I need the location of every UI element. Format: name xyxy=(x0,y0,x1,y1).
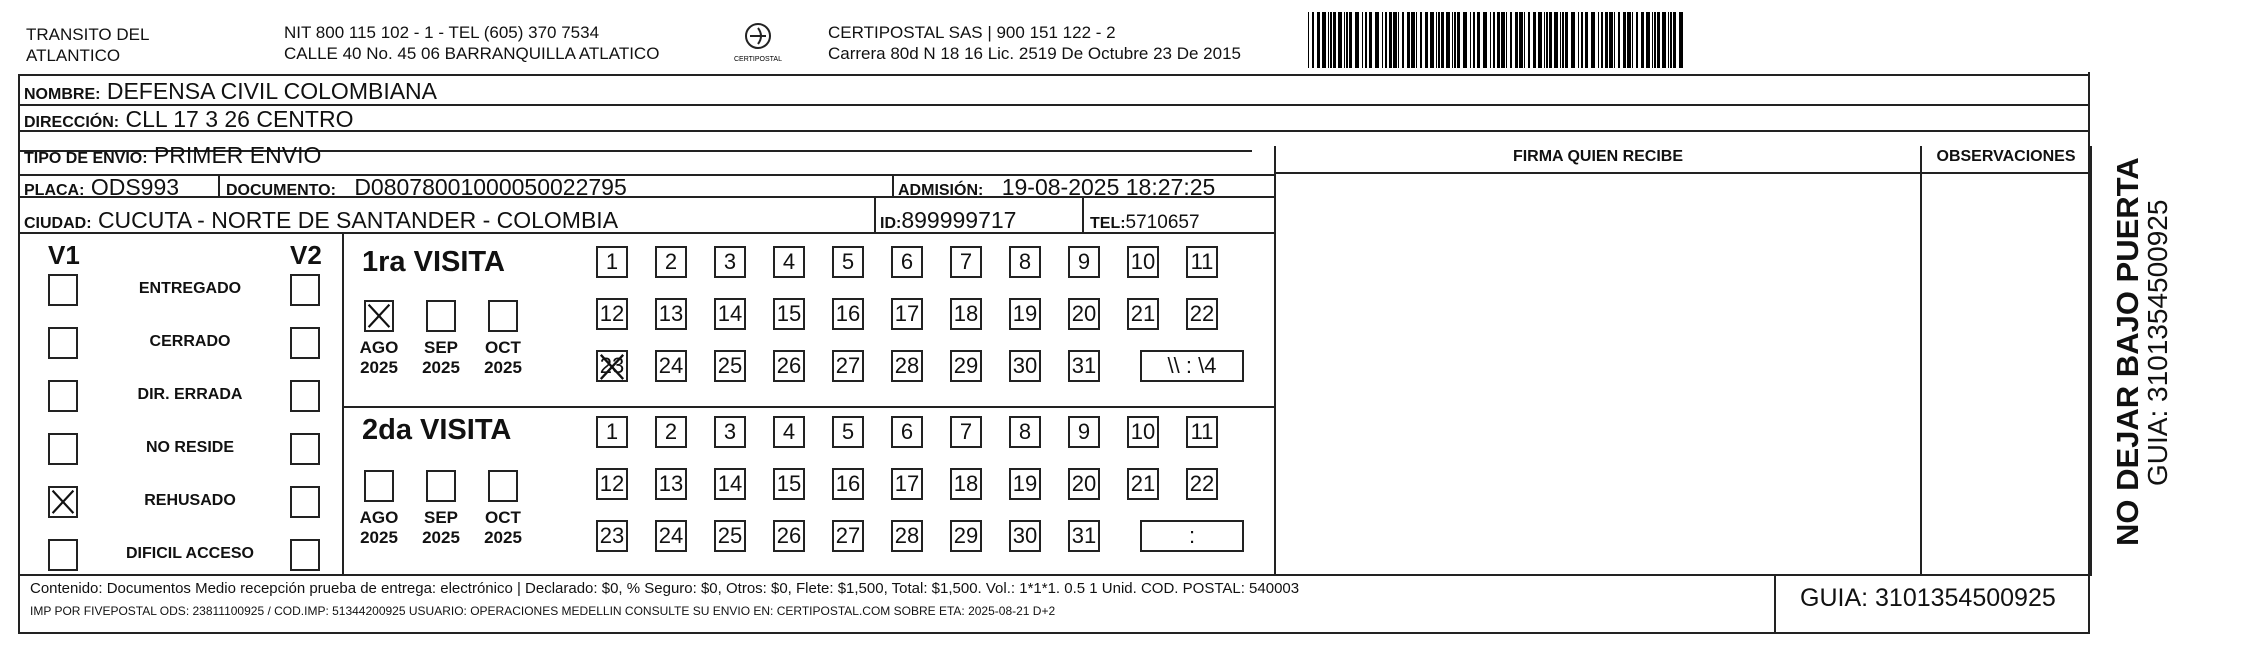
tipo-label: TIPO DE ENVIO: xyxy=(24,150,148,167)
barcode-bar xyxy=(1571,12,1575,68)
admision-field xyxy=(898,174,1215,201)
barcode-bar xyxy=(1538,12,1542,68)
barcode-bar xyxy=(1328,12,1329,68)
day-box[interactable]: 26 xyxy=(773,350,805,382)
barcode-bar xyxy=(1338,12,1342,68)
firma-signature-area[interactable] xyxy=(1276,174,1920,574)
month-checkbox[interactable] xyxy=(426,300,456,332)
day-box[interactable]: 10 xyxy=(1127,416,1159,448)
barcode-bar xyxy=(1382,12,1383,68)
month-checkbox[interactable] xyxy=(364,470,394,502)
documento-value: D08078001000050022795 xyxy=(354,174,627,200)
svg-text:CERTIPOSTAL: CERTIPOSTAL xyxy=(734,56,782,63)
barcode-bar xyxy=(1349,12,1352,68)
ciudad-label: CIUDAD: xyxy=(24,215,92,232)
day-box[interactable]: 19 xyxy=(1009,298,1041,330)
barcode-bar xyxy=(1452,12,1453,68)
v1-checkbox[interactable] xyxy=(48,327,78,359)
month-year: 2025 xyxy=(422,528,460,547)
barcode-bar xyxy=(1601,12,1603,68)
barcode-bar xyxy=(1679,12,1683,68)
month-label xyxy=(354,508,404,548)
barcode-bar xyxy=(1312,12,1314,68)
day-box[interactable]: 4 xyxy=(773,246,805,278)
day-box[interactable]: 22 xyxy=(1186,298,1218,330)
org-contact xyxy=(284,22,659,64)
barcode-bar xyxy=(1490,12,1491,68)
v1-label: V1 xyxy=(48,240,80,270)
id-label: ID: xyxy=(880,215,902,232)
barcode-bar xyxy=(1454,12,1456,68)
day-box[interactable]: 5 xyxy=(832,246,864,278)
day-box[interactable]: 7 xyxy=(950,246,982,278)
barcode-bar xyxy=(1369,12,1372,68)
documento-field xyxy=(226,174,627,201)
barcode-bar xyxy=(1365,12,1367,68)
tel-value: 5710657 xyxy=(1125,212,1200,233)
barcode-bar xyxy=(1549,12,1552,68)
footer-guia: GUIA: 3101354500925 xyxy=(1800,584,2056,612)
day-box[interactable]: 8 xyxy=(1009,246,1041,278)
nombre-value: DEFENSA CIVIL COLOMBIANA xyxy=(106,78,438,104)
day-box[interactable]: 28 xyxy=(891,520,923,552)
barcode-bar xyxy=(1581,12,1583,68)
courier-line: CERTIPOSTAL SAS | 900 151 122 - 2 xyxy=(828,23,1116,42)
day-box[interactable]: 7 xyxy=(950,416,982,448)
tel-field xyxy=(1090,207,1200,234)
documento-label: DOCUMENTO: xyxy=(226,182,336,199)
day-box[interactable]: 16 xyxy=(832,468,864,500)
barcode-bar xyxy=(1346,12,1348,68)
visit1-title: 1ra VISITA xyxy=(362,246,505,278)
barcode-bar xyxy=(1618,12,1620,68)
month-label xyxy=(478,508,528,548)
month-year: 2025 xyxy=(360,528,398,547)
month-year: 2025 xyxy=(484,528,522,547)
day-box[interactable]: 6 xyxy=(891,246,923,278)
logo-icon xyxy=(728,20,788,66)
day-box[interactable]: 1 xyxy=(596,416,628,448)
barcode-bar xyxy=(1641,12,1644,68)
barcode-bar xyxy=(1497,12,1500,68)
org-line-1: TRANSITO DEL xyxy=(26,25,150,44)
day-box[interactable]: 27 xyxy=(832,350,864,382)
day-box[interactable]: 31 xyxy=(1068,350,1100,382)
barcode-bar xyxy=(1646,12,1650,68)
barcode-bar xyxy=(1578,12,1579,68)
barcode-bar xyxy=(1544,12,1545,68)
month-year: 2025 xyxy=(484,358,522,377)
day-box[interactable]: 17 xyxy=(891,298,923,330)
col-line xyxy=(874,198,876,232)
barcode-bar xyxy=(1605,12,1608,68)
day-box[interactable]: 9 xyxy=(1068,416,1100,448)
barcode-bar xyxy=(1330,12,1332,68)
barcode-bar xyxy=(1470,12,1471,68)
day-box[interactable]: 29 xyxy=(950,350,982,382)
month-checkbox[interactable] xyxy=(364,300,394,332)
placa-value: ODS993 xyxy=(90,174,180,200)
day-box[interactable]: 18 xyxy=(950,468,982,500)
barcode-bar xyxy=(1416,12,1417,68)
side-warning: NO DEJAR BAJO PUERTA xyxy=(2110,157,2145,546)
day-box[interactable]: 28 xyxy=(891,350,923,382)
month-name: SEP xyxy=(423,508,459,527)
courier-info xyxy=(828,22,1241,64)
barcode-bar xyxy=(1528,12,1530,68)
v2-checkbox[interactable] xyxy=(290,327,320,359)
day-box[interactable]: 19 xyxy=(1009,468,1041,500)
placa-label: PLACA: xyxy=(24,182,85,199)
barcode-bar xyxy=(1668,12,1669,68)
barcode-bar xyxy=(1446,12,1450,68)
time-box[interactable]: \\ : \4 xyxy=(1140,350,1244,382)
row-line xyxy=(342,406,1276,408)
v2-checkbox[interactable] xyxy=(290,274,320,306)
day-box[interactable]: 17 xyxy=(891,468,923,500)
visit2-title: 2da VISITA xyxy=(362,414,512,446)
v1-checkbox[interactable] xyxy=(48,539,78,571)
v1-checkbox[interactable] xyxy=(48,274,78,306)
day-box[interactable]: 31 xyxy=(1068,520,1100,552)
barcode-bar xyxy=(1609,12,1613,68)
barcode-bar xyxy=(1560,12,1561,68)
day-box[interactable]: 4 xyxy=(773,416,805,448)
barcode-bar xyxy=(1598,12,1599,68)
col-line xyxy=(218,174,220,196)
status-label: NO RESIDE xyxy=(145,439,234,456)
barcode-bar xyxy=(1355,12,1359,68)
day-box[interactable]: 16 xyxy=(832,298,864,330)
barcode-bar xyxy=(1317,12,1320,68)
day-box[interactable]: 21 xyxy=(1127,468,1159,500)
month-name: OCT xyxy=(485,338,521,357)
month-label xyxy=(478,338,528,378)
day-box[interactable]: 9 xyxy=(1068,246,1100,278)
barcode-bar xyxy=(1654,12,1656,68)
day-box[interactable]: 2 xyxy=(655,416,687,448)
status-label: DIR. ERRADA xyxy=(137,386,243,403)
barcode-bar xyxy=(1632,12,1633,68)
side-guia: GUIA: 3101354500925 xyxy=(2142,199,2173,486)
content-line: Contenido: Documentos Medio recepción prueba de entrega: electrónico | Declarado: $0, % Seguro: $0, Otros: $0, Flete: $1,500, Total: $1,500. Vol.: 1*1*1. 0.5 1 Unid. COD. POSTAL: 540003 xyxy=(30,580,1300,597)
day-box[interactable]: 1 xyxy=(596,246,628,278)
admision-label: ADMISIÓN: xyxy=(898,182,984,199)
month-label xyxy=(354,338,404,378)
barcode-bar xyxy=(1333,12,1336,68)
barcode-bar xyxy=(1344,12,1345,68)
day-box[interactable]: 2 xyxy=(655,246,687,278)
org-name xyxy=(26,24,149,66)
nit-line: NIT 800 115 102 - 1 - TEL (605) 370 7534 xyxy=(284,23,600,42)
col-line xyxy=(1082,198,1084,232)
day-box[interactable]: 21 xyxy=(1127,298,1159,330)
day-box[interactable]: 14 xyxy=(714,468,746,500)
month-name: AGO xyxy=(359,338,399,357)
day-box[interactable]: 30 xyxy=(1009,520,1041,552)
ciudad-field xyxy=(24,207,618,234)
status-label: DIFICIL ACCESO xyxy=(125,545,254,562)
barcode-bar xyxy=(1457,12,1460,68)
barcode-bar xyxy=(1546,12,1548,68)
observaciones-area[interactable] xyxy=(1922,174,2090,574)
month-name: SEP xyxy=(423,338,459,357)
barcode-bar xyxy=(1670,12,1672,68)
barcode-bar xyxy=(1519,12,1523,68)
barcode-bar xyxy=(1411,12,1415,68)
x-mark-icon xyxy=(366,302,392,330)
v2-checkbox[interactable] xyxy=(290,486,320,518)
barcode-bar xyxy=(1662,12,1666,68)
barcode-bar xyxy=(1565,12,1568,68)
status-label: REHUSADO xyxy=(144,492,236,509)
id-field xyxy=(880,207,1016,234)
barcode-bar xyxy=(1477,12,1480,68)
barcode-bar xyxy=(1473,12,1475,68)
barcode-bar xyxy=(1673,12,1676,68)
barcode-bar xyxy=(1463,12,1467,68)
org-line-2: ATLANTICO xyxy=(26,46,121,65)
v1-checkbox[interactable] xyxy=(48,380,78,412)
barcode-bar xyxy=(1438,12,1440,68)
day-box[interactable]: 15 xyxy=(773,468,805,500)
month-year: 2025 xyxy=(360,358,398,377)
barcode-bar xyxy=(1585,12,1588,68)
barcode-bar xyxy=(1389,12,1392,68)
day-box[interactable]: 27 xyxy=(832,520,864,552)
direccion-field xyxy=(24,106,353,133)
month-checkbox[interactable] xyxy=(488,470,518,502)
barcode-bar xyxy=(1430,12,1434,68)
barcode-bar xyxy=(1614,12,1615,68)
day-box[interactable]: 29 xyxy=(950,520,982,552)
day-box[interactable]: 20 xyxy=(1068,468,1100,500)
barcode-bar xyxy=(1362,12,1363,68)
col-line xyxy=(892,174,894,196)
status-label: ENTREGADO xyxy=(138,280,242,297)
col-line xyxy=(1774,574,1776,632)
tipo-value: PRIMER ENVIO xyxy=(153,142,322,168)
firma-heading: FIRMA QUIEN RECIBE xyxy=(1512,148,1684,165)
month-checkbox[interactable] xyxy=(488,300,518,332)
day-box[interactable]: 12 xyxy=(596,298,628,330)
barcode-bar xyxy=(1441,12,1444,68)
barcode-bar xyxy=(1483,12,1487,68)
tel-label: TEL: xyxy=(1090,215,1126,232)
day-box[interactable]: 20 xyxy=(1068,298,1100,330)
license-line: Carrera 80d N 18 16 Lic. 2519 De Octubre 23 De 2015 xyxy=(828,44,1241,63)
row-line xyxy=(18,574,2090,576)
ciudad-value: CUCUTA - NORTE DE SANTANDER - COLOMBIA xyxy=(97,207,619,233)
v2-checkbox[interactable] xyxy=(290,433,320,465)
barcode-bar xyxy=(1533,12,1536,68)
nombre-label: NOMBRE: xyxy=(24,86,101,103)
day-box[interactable]: 14 xyxy=(714,298,746,330)
day-box[interactable]: 25 xyxy=(714,520,746,552)
direccion-value: CLL 17 3 26 CENTRO xyxy=(125,106,354,132)
admision-value: 19-08-2025 18:27:25 xyxy=(1001,174,1216,200)
day-box[interactable]: 13 xyxy=(655,468,687,500)
tipo-field xyxy=(24,142,321,169)
month-label xyxy=(416,508,466,548)
barcode-bar xyxy=(1636,12,1638,68)
placa-field xyxy=(24,174,179,201)
x-mark-icon xyxy=(50,488,76,516)
barcode-bar xyxy=(1436,12,1437,68)
day-box[interactable]: 3 xyxy=(714,246,746,278)
barcode-bar xyxy=(1591,12,1595,68)
day-box[interactable]: 23 xyxy=(596,520,628,552)
day-box[interactable]: 24 xyxy=(655,520,687,552)
barcode-bar xyxy=(1308,12,1309,68)
barcode-bar xyxy=(1425,12,1428,68)
nombre-field xyxy=(24,78,437,105)
day-box[interactable]: 6 xyxy=(891,416,923,448)
x-mark-icon xyxy=(598,352,626,382)
day-box[interactable]: 18 xyxy=(950,298,982,330)
barcode-bar xyxy=(1515,12,1518,68)
v2-checkbox[interactable] xyxy=(290,539,320,571)
barcode-bar xyxy=(1385,12,1387,68)
barcode-bar xyxy=(1393,12,1397,68)
barcode-bar xyxy=(1322,12,1326,68)
observaciones-heading: OBSERVACIONES xyxy=(1936,148,2076,165)
time-box[interactable]: : xyxy=(1140,520,1244,552)
barcode-bar xyxy=(1623,12,1626,68)
day-box[interactable]: 30 xyxy=(1009,350,1041,382)
month-year: 2025 xyxy=(422,358,460,377)
address-line: CALLE 40 No. 45 06 BARRANQUILLA ATLATICO xyxy=(284,44,660,63)
day-box[interactable]: 15 xyxy=(773,298,805,330)
status-label: CERRADO xyxy=(149,333,231,350)
barcode-bar xyxy=(1375,12,1379,68)
barcode-bar xyxy=(1510,12,1512,68)
barcode-bar xyxy=(1554,12,1558,68)
barcode-bar xyxy=(1524,12,1525,68)
day-box[interactable]: 11 xyxy=(1186,416,1218,448)
day-box[interactable]: 24 xyxy=(655,350,687,382)
month-label xyxy=(416,338,466,378)
id-value: 899999717 xyxy=(901,207,1017,233)
direccion-label: DIRECCIÓN: xyxy=(24,114,120,131)
barcode-bar xyxy=(1501,12,1505,68)
imp-line: IMP POR FIVEPOSTAL ODS: 23811100925 / COD.IMP: 51344200925 USUARIO: OPERACIONES MEDELLIN CONSULTE SU ENVIO EN: CERTIPOSTAL.COM SOBRE ETA: 2025-08-21 D+2 xyxy=(30,604,1056,618)
day-box[interactable]: 5 xyxy=(832,416,864,448)
day-box[interactable]: 10 xyxy=(1127,246,1159,278)
barcode-bar xyxy=(1398,12,1399,68)
v1-checkbox[interactable] xyxy=(48,486,78,518)
day-box[interactable]: 26 xyxy=(773,520,805,552)
month-name: OCT xyxy=(485,508,521,527)
day-box[interactable]: 8 xyxy=(1009,416,1041,448)
barcode-bar xyxy=(1493,12,1495,68)
barcode-bar xyxy=(1652,12,1653,68)
col-line xyxy=(2090,146,2092,576)
barcode-bar xyxy=(1420,12,1422,68)
v1-checkbox[interactable] xyxy=(48,433,78,465)
day-box[interactable]: 12 xyxy=(596,468,628,500)
day-box[interactable]: 11 xyxy=(1186,246,1218,278)
barcode-bar xyxy=(1402,12,1404,68)
v2-label: V2 xyxy=(290,240,322,270)
certipostal-logo xyxy=(728,20,788,66)
day-box[interactable]: 3 xyxy=(714,416,746,448)
month-checkbox[interactable] xyxy=(426,470,456,502)
barcode xyxy=(1308,12,1686,68)
day-box[interactable]: 13 xyxy=(655,298,687,330)
barcode-bar xyxy=(1657,12,1660,68)
barcode-bar xyxy=(1562,12,1564,68)
barcode-bar xyxy=(1627,12,1631,68)
day-box[interactable]: 22 xyxy=(1186,468,1218,500)
col-line xyxy=(342,232,344,574)
barcode-bar xyxy=(1407,12,1410,68)
day-box[interactable]: 23 xyxy=(596,350,628,382)
day-box[interactable]: 25 xyxy=(714,350,746,382)
month-name: AGO xyxy=(359,508,399,527)
v2-checkbox[interactable] xyxy=(290,380,320,412)
barcode-bar xyxy=(1506,12,1507,68)
